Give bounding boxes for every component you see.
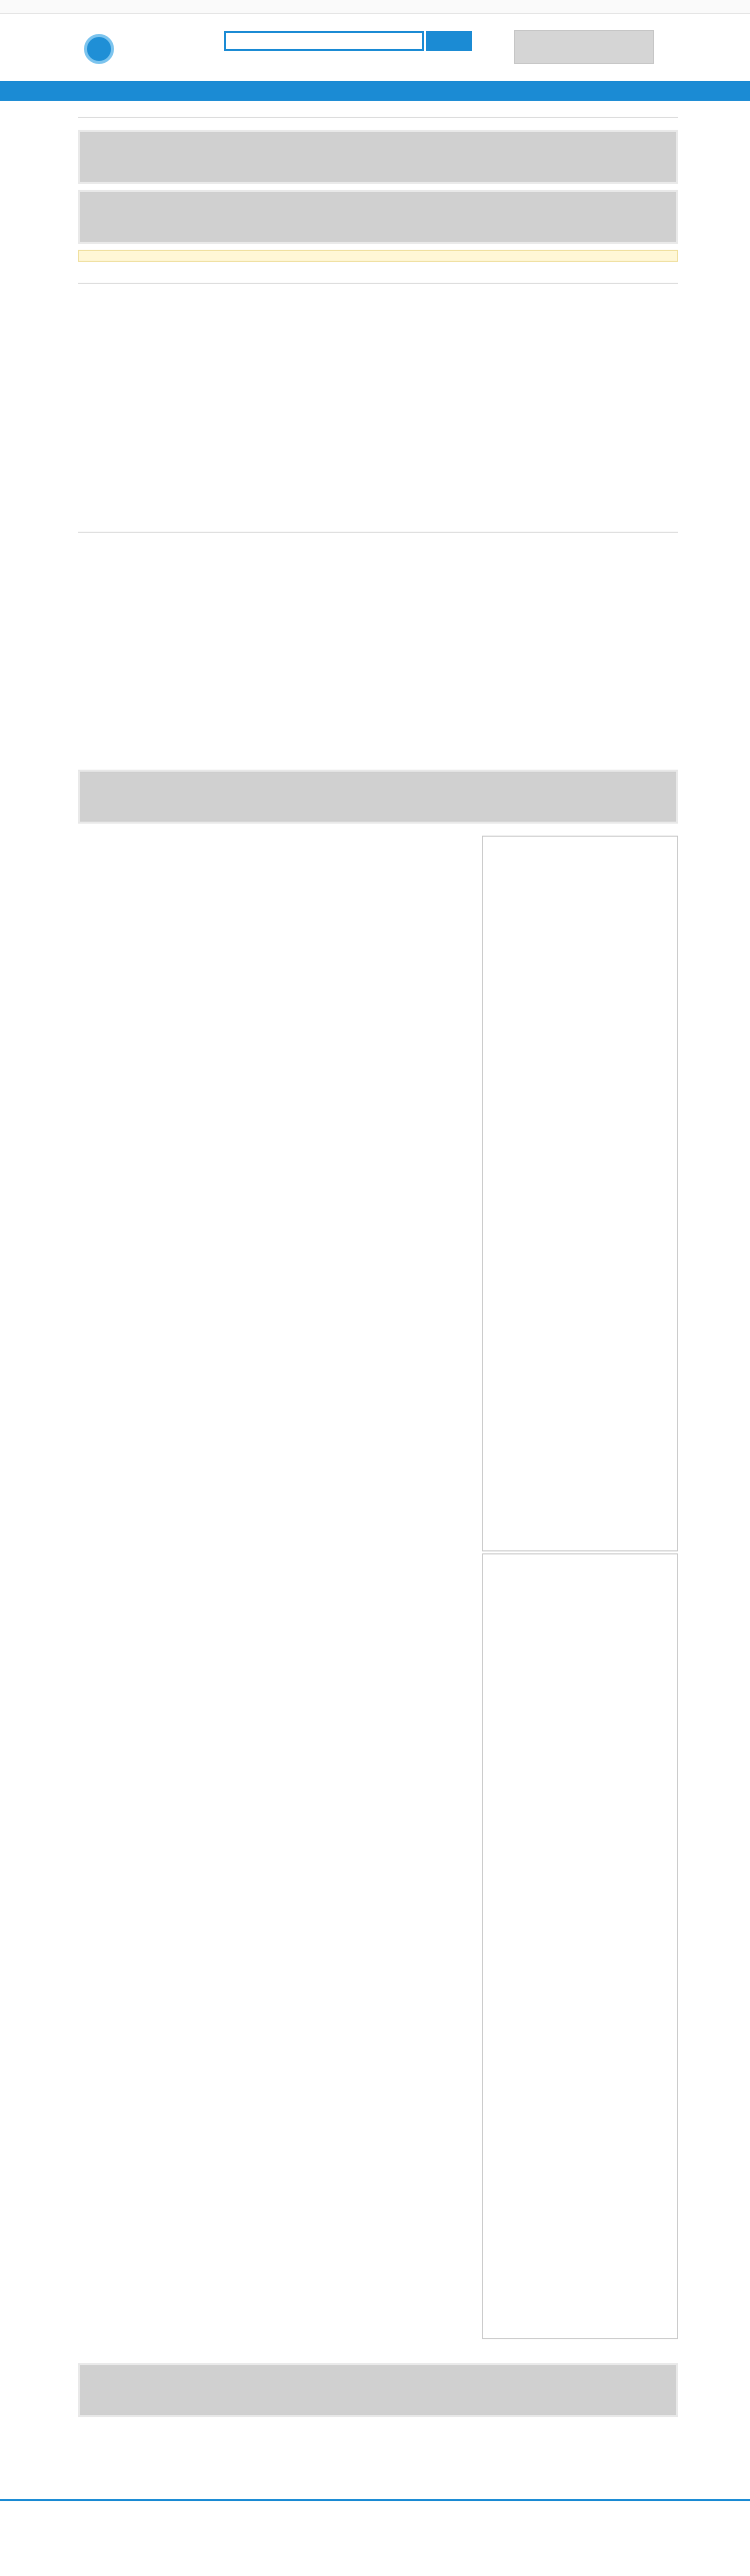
- ad-small[interactable]: [514, 30, 654, 64]
- movies-header: [78, 272, 678, 284]
- logo-icon: [84, 34, 114, 64]
- ad-banner-1[interactable]: [78, 130, 678, 184]
- site-logo[interactable]: [78, 30, 218, 70]
- ad-banner-4[interactable]: [78, 2363, 678, 2417]
- ad-banner-3[interactable]: [78, 770, 678, 824]
- top-bar: [0, 0, 750, 14]
- notice-bar: [78, 250, 678, 262]
- tv-header: [78, 521, 678, 533]
- search-button[interactable]: [426, 31, 472, 51]
- ad-banner-2[interactable]: [78, 190, 678, 244]
- tv-ranking: [482, 1553, 678, 2339]
- header: [78, 28, 678, 76]
- footer: [0, 2499, 750, 2576]
- sub-nav: [78, 104, 678, 118]
- movie-ranking: [482, 836, 678, 1551]
- search-input[interactable]: [224, 31, 424, 51]
- main-nav: [0, 81, 750, 101]
